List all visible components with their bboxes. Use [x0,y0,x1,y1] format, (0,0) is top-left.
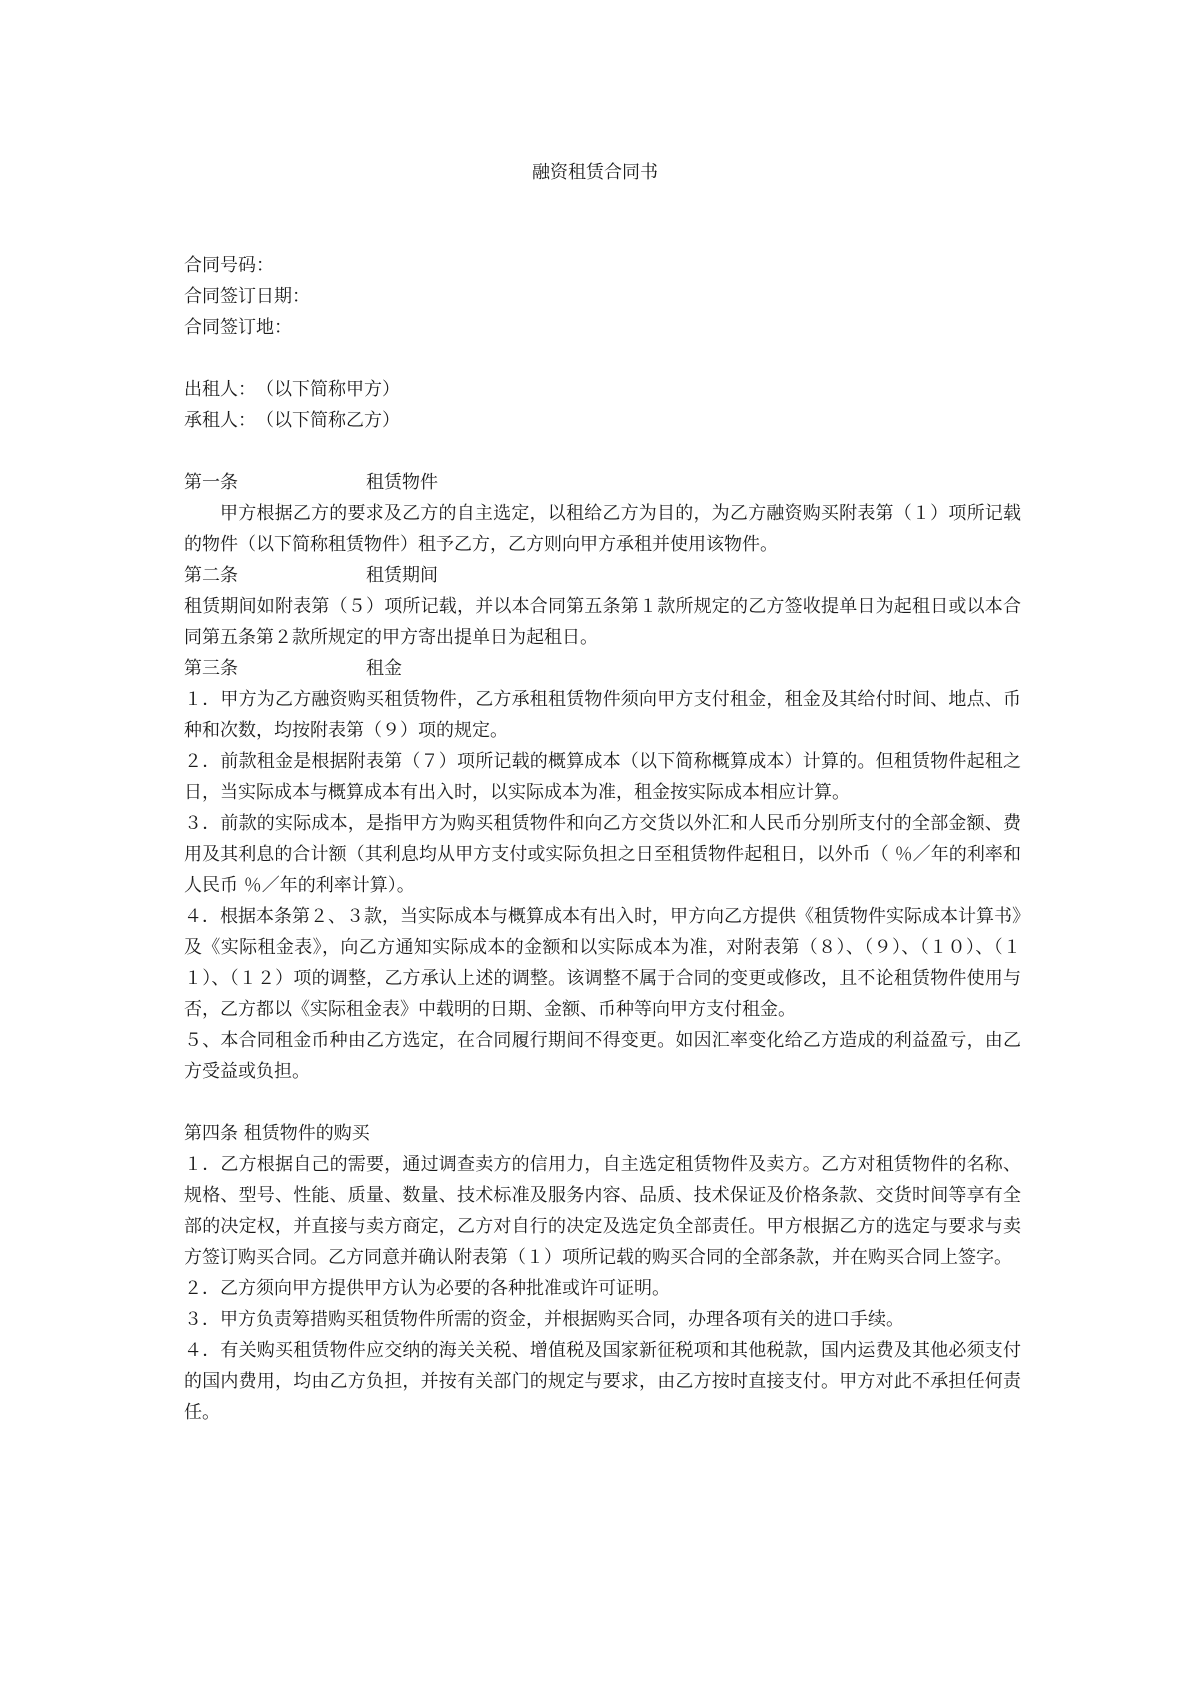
article-4-heading: 第四条 租赁物件的购买 [184,1123,370,1144]
contract-sign-place-field: 合同签订地： [184,317,292,338]
article-3-clause-1: １．甲方为乙方融资购买租赁物件，乙方承租租赁物件须向甲方支付租金，租金及其给付时间、地点、币种和次数，均按附表第（９）项的规定。 [184,689,1021,741]
article-2-paragraph: 租赁期间如附表第（５）项所记载，并以本合同第五条第１款所规定的乙方签收提单日为起租日或以本合同第五条第２款所规定的甲方寄出提单日为起租日。 [184,596,1021,648]
document-body [184,250,1021,1428]
article-1-paragraph: 甲方根据乙方的要求及乙方的自主选定，以租给乙方为目的，为乙方融资购买附表第（１）项所记载的物件（以下简称租赁物件）租予乙方，乙方则向甲方承租并使用该物件。 [184,503,1021,555]
article-3-heading [184,653,1021,684]
article-3-clause-4: ４．根据本条第２、３款，当实际成本与概算成本有出入时，甲方向乙方提供《租赁物件实际成本计算书》及《实际租金表》，向乙方通知实际成本的金额和以实际成本为准，对附表第（８）、（９）、（１０）、（１１）、（１２）项的调整，乙方承认上述的调整。该调整不属于合同的变更或修改，且不论租赁物件使用与否，乙方都以《实际租金表》中载明的日期、金额、币种等向甲方支付租金。 [184,906,1021,1020]
article-1-heading [184,467,1021,498]
spacer [184,343,1021,374]
contract-sign-date-field: 合同签订日期： [184,286,310,307]
contract-number-field: 合同号码： [184,255,274,276]
article-4-clause-3: ３．甲方负责筹措购买租赁物件所需的资金，并根据购买合同，办理各项有关的进口手续。 [184,1309,904,1330]
article-1-title: 租赁物件 [366,472,438,493]
article-3-clause-3: ３．前款的实际成本，是指甲方为购买租赁物件和向乙方交货以外汇和人民币分别所支付的全部金额、费用及其利息的合计额（其利息均从甲方支付或实际负担之日至租赁物件起租日，以外币（ ％／年的利率和人民币 ％／年的利率计算）。 [184,813,1021,896]
lessee-field: 承租人： （以下简称乙方） [184,410,400,431]
article-4-clause-4: ４．有关购买租赁物件应交纳的海关关税、增值税及国家新征税项和其他税款，国内运费及其他必须支付的国内费用，均由乙方负担，并按有关部门的规定与要求，由乙方按时直接支付。甲方对此不承担任何责任。 [184,1340,1021,1423]
article-4-clause-2: ２．乙方须向甲方提供甲方认为必要的各种批准或许可证明。 [184,1278,670,1299]
article-2-heading [184,560,1021,591]
article-3-number: 第三条 [184,658,238,679]
article-3-title: 租金 [366,658,402,679]
article-1-number: 第一条 [184,472,238,493]
article-3-clause-2: ２．前款租金是根据附表第（７）项所记载的概算成本（以下简称概算成本）计算的。但租赁物件起租之日，当实际成本与概算成本有出入时，以实际成本为准，租金按实际成本相应计算。 [184,751,1021,803]
article-2-title: 租赁期间 [366,565,438,586]
spacer [184,1087,1021,1118]
spacer [184,436,1021,467]
lessor-field: 出租人： （以下简称甲方） [184,379,400,400]
article-3-clause-5: ５、本合同租金币种由乙方选定，在合同履行期间不得变更。如因汇率变化给乙方造成的利益盈亏，由乙方受益或负担。 [184,1030,1021,1082]
document-title: 融资租赁合同书 [532,162,658,183]
article-2-number: 第二条 [184,565,238,586]
article-4-clause-1: １．乙方根据自己的需要，通过调查卖方的信用力，自主选定租赁物件及卖方。乙方对租赁物件的名称、规格、型号、性能、质量、数量、技术标准及服务内容、品质、技术保证及价格条款、交货时间等享有全部的决定权，并直接与卖方商定，乙方对自行的决定及选定负全部责任。甲方根据乙方的选定与要求与卖方签订购买合同。乙方同意并确认附表第（１）项所记载的购买合同的全部条款，并在购买合同上签字。 [184,1154,1021,1268]
